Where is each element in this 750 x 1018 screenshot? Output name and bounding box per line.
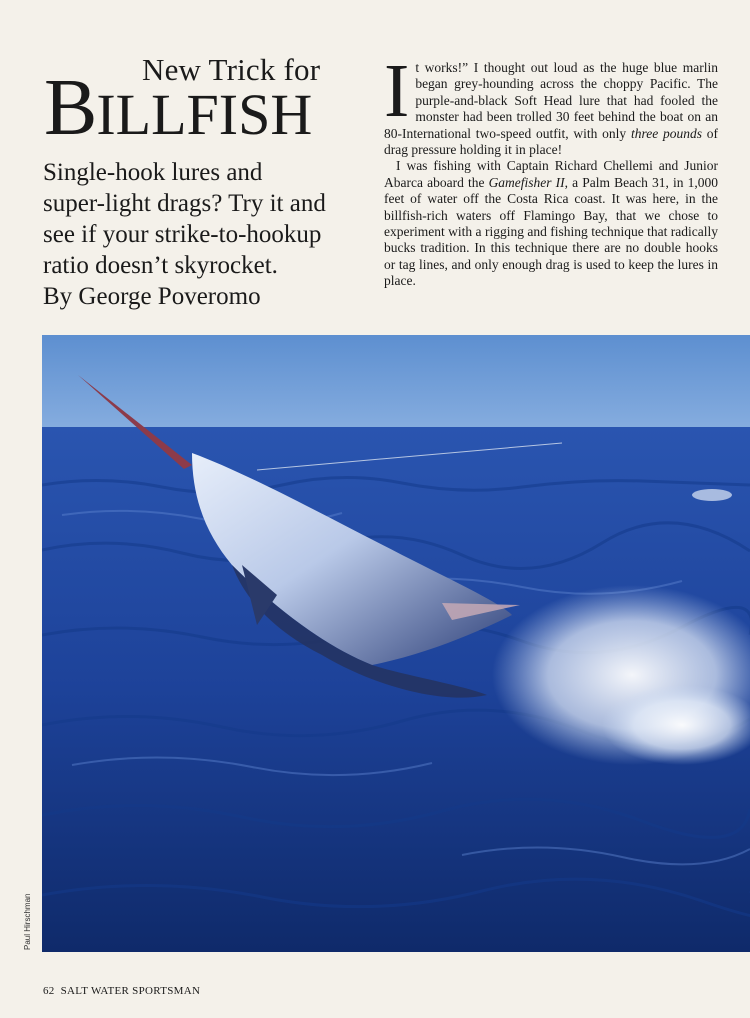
article-deck: Single-hook lures and super-light drags? Try it and see if your strike-to-hookup ratio doesn’t skyrocket. By George Poveromo [43, 159, 326, 310]
headline-kicker: New Trick for [142, 52, 321, 87]
boat-name: Gamefisher II [488, 174, 565, 190]
magazine-name: SALT WATER SPORTSMAN [60, 985, 201, 997]
article-paragraph-2 [384, 158, 718, 289]
headline-title-rest: ILLFISH [96, 82, 313, 147]
headline-title [44, 64, 313, 155]
paragraph-1-text-a: t works!” I thought out loud as the huge blue marlin began grey-hounding across the choppy Pacific. The purple-and-black Soft Head lure that had fooled the monster had been trolled 30 feet behind the boat on an 80-International two-speed outfit, with only [384, 60, 718, 141]
paragraph-2-text-a: I was fishing with Captain Richard Chellemi and Junior Abarca aboard the [384, 158, 718, 190]
marlin-photo-illustration [42, 335, 750, 952]
paragraph-2-text-b: , a Palm Beach 31, in 1,000 feet of water off the Costa Rica coast. It was here, in the billfish-rich waters off Flamingo Bay, that we chose to experiment with a rigging and fishing technique that radically bucks tradition. In this technique there are no double hooks or tag lines, and only enough drag is used to keep the lures in place. [384, 174, 718, 289]
article-paragraph-1 [384, 49, 718, 158]
headline-title-initial: B [44, 64, 97, 152]
photo-credit: Paul Hirschman [23, 893, 32, 950]
page-number: 62 [43, 985, 55, 997]
article-body [384, 49, 718, 290]
sky [42, 335, 750, 430]
paragraph-1-text-b: of drag pressure holding it in place! [384, 125, 718, 158]
paragraph-1-emphasis: three pounds [630, 125, 702, 141]
drop-cap: I [384, 49, 410, 133]
page-footer [43, 985, 200, 997]
marlin-photo [42, 335, 750, 952]
